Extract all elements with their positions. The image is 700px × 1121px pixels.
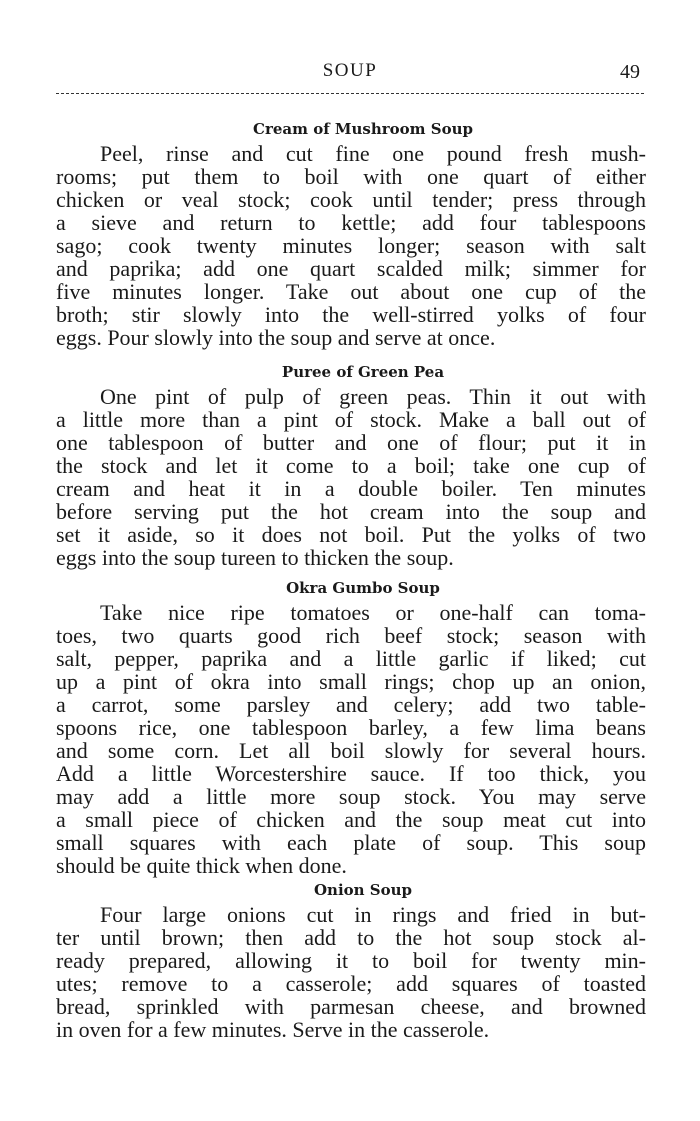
recipe-text-line: Four large onions cut in rings and fried in but- [100,902,646,927]
recipe-text-line: and some corn. Let all boil slowly for several hours. [56,738,646,763]
recipe-puree-of-green-pea [56,359,646,569]
recipe-title: Cream of Mushroom Soup [253,120,473,138]
recipe-text-line: Take nice ripe tomatoes or one-half can toma- [100,600,646,625]
recipe-text-line: salt, pepper, paprika and a little garlic if liked; cut [56,646,646,671]
recipe-text-line: in oven for a few minutes. Serve in the casserole. [56,1017,490,1042]
recipe-text-line: ready prepared, allowing it to boil for twenty min- [56,948,646,973]
recipe-text-line: up a pint of okra into small rings; chop up an onion, [56,669,646,694]
recipe-text-line: Peel, rinse and cut fine one pound fresh mush- [100,141,646,166]
recipe-text-line: chicken or veal stock; cook until tender; press through [56,187,646,212]
recipe-text-line: Add a little Worcestershire sauce. If too thick, you [56,761,646,786]
running-head [56,60,644,90]
header-rule [56,93,644,94]
recipe-text-line: may add a little more soup stock. You may serve [56,784,646,809]
recipe-text-line: cream and heat it in a double boiler. Ten minutes [56,476,646,501]
recipe-text-line: a small piece of chicken and the soup meat cut into [56,807,646,832]
recipe-text-line: toes, two quarts good rich beef stock; season with [56,623,646,648]
recipe-text-line: before serving put the hot cream into the soup and [56,499,646,524]
recipe-text-line: eggs into the soup tureen to thicken the soup. [56,545,454,570]
recipe-text-line: five minutes longer. Take out about one cup of the [56,279,646,304]
recipe-text-line: the stock and let it come to a boil; take one cup of [56,453,646,478]
recipe-onion-soup [56,877,646,1041]
recipe-text-line: a carrot, some parsley and celery; add two table- [56,692,646,717]
recipe-text-line: set it aside, so it does not boil. Put the yolks of two [56,522,646,547]
recipe-cream-of-mushroom-soup [56,116,646,349]
recipe-title: Okra Gumbo Soup [286,579,440,597]
recipe-text-line: a sieve and return to kettle; add four tablespoons [56,210,646,235]
recipe-text-line: should be quite thick when done. [56,853,347,878]
recipe-title: Puree of Green Pea [281,363,445,381]
recipe-text-line: sago; cook twenty minutes longer; season with salt [56,233,646,258]
recipe-text-line: a little more than a pint of stock. Make a ball out of [56,407,646,432]
recipe-text-line: and paprika; add one quart scalded milk; simmer for [56,256,646,281]
recipe-text-line: spoons rice, one tablespoon barley, a few lima beans [56,715,646,740]
running-title: SOUP [322,60,378,81]
recipe-title: Onion Soup [313,881,413,899]
page-number: 49 [620,61,640,83]
recipe-text-line: broth; stir slowly into the well-stirred yolks of four [56,302,646,327]
recipe-text-line: One pint of pulp of green peas. Thin it out with [100,384,646,409]
recipe-text-line: rooms; put them to boil with one quart of either [56,164,646,189]
recipe-okra-gumbo-soup [56,575,646,877]
recipe-text-line: eggs. Pour slowly into the soup and serve at once. [56,325,496,350]
recipe-text-line: one tablespoon of butter and one of flour; put it in [56,430,646,455]
recipe-text-line: ter until brown; then add to the hot soup stock al- [56,925,646,950]
recipe-text-line: small squares with each plate of soup. This soup [56,830,646,855]
recipe-text-line: utes; remove to a casserole; add squares of toasted [56,971,646,996]
recipe-text-line: bread, sprinkled with parmesan cheese, and browned [56,994,646,1019]
